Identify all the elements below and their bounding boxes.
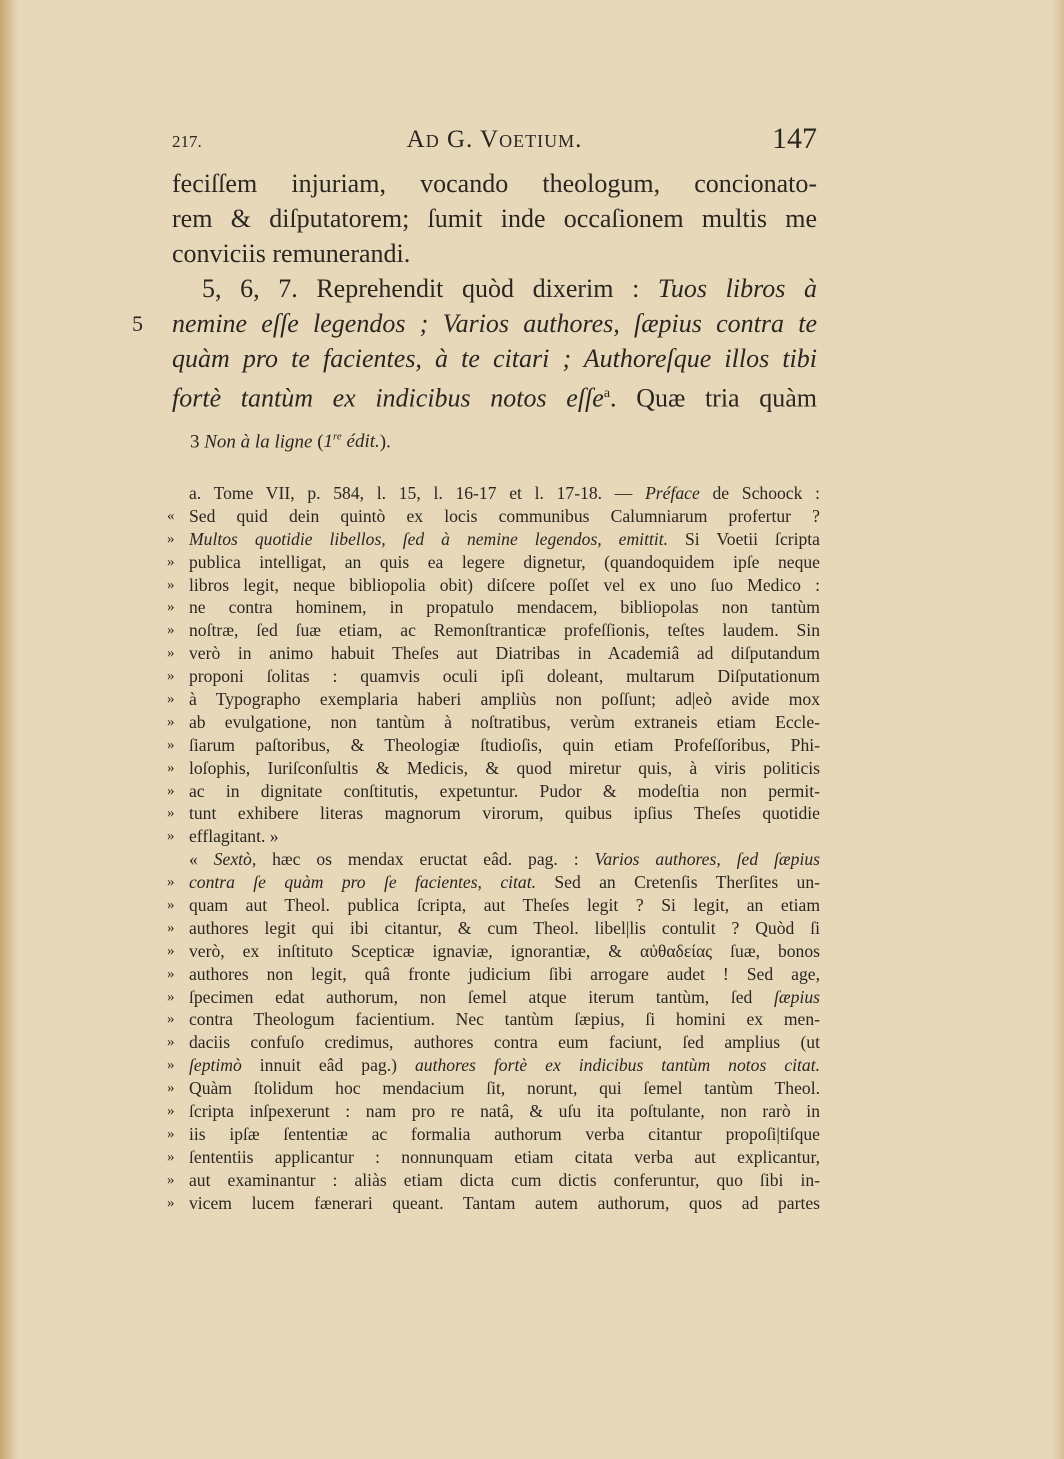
footnote-line: » ſpecimen edat authorum, non ſemel atque iterum tantùm, ſed ſæpius bbox=[167, 986, 820, 1007]
footnote-line: » authores non legit, quâ fronte judicium ſibi arrogare audet ! Sed age, bbox=[167, 963, 820, 984]
footnote-line: » contra ſe quàm pro ſe facientes, citat. Sed an Cretenſis Therſites un- bbox=[167, 872, 820, 893]
footnote-line: » libros legit, neque bibliopolia obit) diſcere poſſet vel ex uno ſuo Medico : bbox=[167, 574, 820, 595]
text-line: fortè tantùm ex indicibus notos eſſe$^a$. Quæ tria quàm bbox=[172, 383, 818, 413]
footnote-line: » verò in animo habuit Theſes aut Diatribas in Academiâ ad diſputandum bbox=[167, 643, 820, 664]
footnote-line: » verò, ex inſtituto Scepticæ ignaviæ, ignorantiæ, & αὐθαδείας ſuæ, bonos bbox=[167, 940, 820, 961]
footnote-line: » ac in dignitate conſtitutis, expetuntur. Pudor & modeſtia non permit- bbox=[167, 780, 820, 801]
footnote-line: » loſophis, Iuriſconſultis & Medicis, & quod miretur quis, à viris politicis bbox=[167, 757, 820, 778]
text-line: conviciis remunerandi. bbox=[172, 239, 411, 268]
text-line: rem & diſputatorem; ſumit inde occaſionem multis me bbox=[172, 204, 817, 233]
page-edge bbox=[1052, 0, 1064, 1459]
footnote-line: » daciis confuſo credimus, authores contra eum faciunt, ſed amplius (ut bbox=[167, 1032, 820, 1053]
footnote-line: » ne contra hominem, in propatulo mendacem, bibliopolas non tantùm bbox=[167, 597, 820, 618]
footnote bbox=[167, 482, 820, 1215]
footnote-line: » noſtræ, ſed ſuæ etiam, ac Remonſtranticæ profeſſionis, teſtes laudem. Sin bbox=[167, 620, 820, 641]
footnote-line: » iis ipſæ ſententiæ ac formalia authorum verba citantur propoſi|tiſque bbox=[167, 1123, 820, 1144]
text-line: 5, 6, 7. Reprehendit quòd dixerim : Tuos libros à bbox=[202, 274, 817, 303]
footnote-line: » aut examinantur : aliàs etiam dicta cum dictis conferuntur, quo ſibi in- bbox=[167, 1169, 820, 1190]
footnote-line: » ab evulgatione, non tantùm à noſtratibus, verùm extraneis etiam Eccle- bbox=[167, 711, 820, 732]
footnote-line: » ſcripta inſpexerunt : nam pro re natâ, & uſu ita poſtulante, non rarò in bbox=[167, 1101, 820, 1122]
page-gutter-shadow bbox=[0, 0, 18, 1459]
running-header bbox=[172, 118, 817, 164]
footnote-line: » tunt exhibere literas magnorum virorum, quibus ipſius Theſes quotidie bbox=[167, 803, 820, 824]
letter-number: 217. bbox=[172, 132, 202, 151]
footnote-line: » ſeptimò innuit eâd pag.) authores fortè ex indicibus tantùm notos citat. bbox=[167, 1055, 820, 1076]
footnote-line: » Quàm ſtolidum hoc mendacium ſit, norunt, qui ſemel tantùm Theol. bbox=[167, 1078, 820, 1099]
variant-note: 3 Non à la ligne (1re édit.). bbox=[190, 431, 391, 453]
footnote-line: a. Tome VII, p. 584, l. 15, l. 16-17 et l. 17-18. — Préface de Schoock : bbox=[189, 483, 820, 503]
footnote-line: » quam aut Theol. publica ſcripta, aut Theſes legit ? Si legit, an etiam bbox=[167, 895, 820, 916]
footnote-line: » vicem lucem fænerari queant. Tantam autem authorum, quos ad partes bbox=[167, 1192, 820, 1213]
line-margin-number: 5 bbox=[132, 311, 143, 336]
text-line: 5 nemine eſſe legendos ; Varios authores, ſæpius contra te bbox=[172, 306, 817, 341]
footnote-line: « Sed quid dein quintò ex locis communibus Calumniarum profertur ? bbox=[167, 505, 820, 526]
running-title: Ad G. Voetium. bbox=[406, 126, 583, 153]
page-number: 147 bbox=[772, 122, 817, 155]
text-line: quàm pro te facientes, à te citari ; Authoreſque illos tibi bbox=[172, 344, 817, 373]
footnote-line: » publica intelligat, an quis ea legere dignetur, (quandoquidem ipſe neque bbox=[167, 551, 820, 572]
footnote-line: » efflagitant. » bbox=[167, 826, 279, 847]
footnote-line: » Multos quotidie libellos, ſed à nemine legendos, emittit. Si Voetii ſcripta bbox=[167, 528, 820, 549]
footnote-line: » à Typographo exemplaria haberi ampliùs non poſſunt; ad|eò avide mox bbox=[167, 689, 820, 710]
footnote-line: « Sextò, hæc os mendax eructat eâd. pag. : Varios authores, ſed ſæpius bbox=[189, 849, 820, 870]
main-text bbox=[132, 166, 818, 413]
footnote-line: » ſententiis applicantur : nonnunquam etiam citata verba aut explicantur, bbox=[167, 1146, 820, 1167]
footnote-line: » ſiarum paſtoribus, & Theologiæ ſtudioſis, quin etiam Profeſſoribus, Phi- bbox=[167, 734, 820, 755]
text-line: feciſſem injuriam, vocando theologum, concionato- bbox=[172, 169, 817, 198]
footnote-line: » authores legit qui ibi citantur, & cum Theol. libel|lis contulit ? Quòd ſi bbox=[167, 917, 820, 938]
footnote-line: » contra Theologum facientium. Nec tantùm ſæpius, ſi homini ex men- bbox=[167, 1009, 820, 1030]
footnote-line: » proponi ſolitas : quamvis oculi ipſi doleant, multarum Diſputationum bbox=[167, 666, 820, 687]
